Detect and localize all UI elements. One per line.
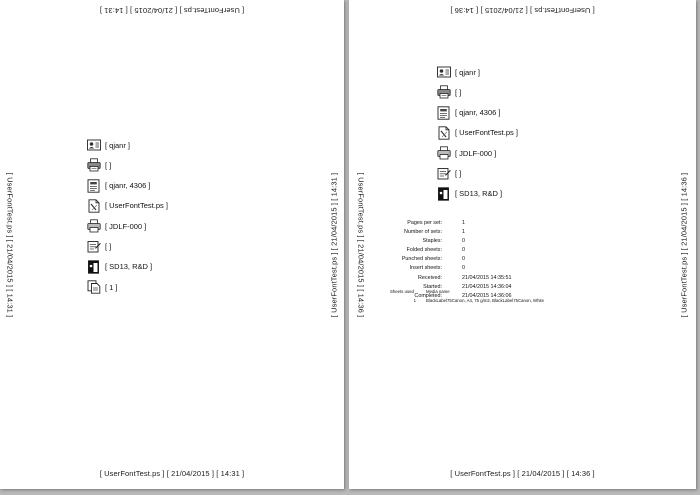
account-row bbox=[437, 106, 518, 120]
document-icon bbox=[87, 199, 101, 213]
copies-row bbox=[87, 280, 168, 294]
user-card-icon bbox=[87, 138, 101, 152]
summary-row bbox=[372, 274, 511, 283]
summary-row bbox=[372, 264, 511, 273]
document-label: [ UserFontTest.ps ] bbox=[105, 201, 168, 211]
page-1-left-banner: [ UserFontTest.ps ] [ 21/04/2015 ] [ 14:31 ] bbox=[5, 172, 15, 317]
page-2-job-info-list bbox=[437, 65, 518, 207]
summary-key: Completed: bbox=[414, 292, 442, 299]
user-card-icon bbox=[437, 65, 451, 79]
summary-value: 1 bbox=[462, 229, 465, 236]
page-1-footer-banner: [ UserFontTest.ps ] [ 21/04/2015 ] [ 14:31 ] bbox=[99, 469, 245, 478]
summary-value: 21/04/2015 14:36:06 bbox=[462, 292, 512, 299]
department-label: [ SD13, R&D ] bbox=[455, 189, 503, 199]
summary-row bbox=[372, 219, 511, 228]
summary-value: 0 bbox=[462, 238, 465, 245]
note-row bbox=[437, 166, 518, 180]
account-label: [ qjanr, 4306 ] bbox=[105, 181, 151, 191]
printer-label: [ ] bbox=[455, 87, 462, 97]
printer-label: [ ] bbox=[105, 160, 112, 170]
media-name-value: BlackLabel75Canon, A4, 75 g/m2, BlackLabel75Canon, White bbox=[426, 298, 545, 303]
summary-key: Staples: bbox=[422, 238, 442, 245]
summary-value: 21/04/2015 14:35:51 bbox=[462, 274, 512, 281]
job-owner-row bbox=[87, 138, 168, 152]
summary-value: 1 bbox=[462, 220, 465, 226]
note-icon bbox=[87, 239, 101, 253]
sheets-table-header bbox=[390, 289, 544, 294]
note-row bbox=[87, 239, 168, 253]
copies-icon bbox=[87, 280, 101, 294]
summary-key: Started: bbox=[423, 283, 442, 290]
sheets-used-table bbox=[390, 289, 544, 303]
summary-key: Pages per set: bbox=[407, 220, 442, 226]
summary-key: Received: bbox=[418, 274, 442, 281]
department-row bbox=[87, 260, 168, 274]
copies-label: [ 1 ] bbox=[105, 282, 118, 292]
destination-row bbox=[87, 219, 168, 233]
department-row bbox=[437, 187, 518, 201]
printer-icon bbox=[87, 219, 101, 233]
summary-key: Insert sheets: bbox=[409, 265, 442, 272]
page-2-header-banner: [ UserFontTest.ps ] [ 21/04/2015 ] [ 14:36 ] bbox=[450, 6, 595, 15]
note-label: [ ] bbox=[455, 168, 462, 178]
note-label: [ ] bbox=[105, 241, 112, 251]
account-label: [ qjanr, 4306 ] bbox=[455, 108, 501, 118]
summary-key: Punched sheets: bbox=[401, 256, 442, 263]
account-icon bbox=[437, 106, 451, 120]
department-icon bbox=[87, 260, 101, 274]
sheets-used-header: Sheets used bbox=[390, 289, 414, 294]
printer-row bbox=[437, 85, 518, 99]
account-row bbox=[87, 179, 168, 193]
document-icon bbox=[437, 126, 451, 140]
summary-row bbox=[372, 246, 511, 255]
account-icon bbox=[87, 179, 101, 193]
page-1-right-banner: [ UserFontTest.ps ] [ 21/04/2015 ] [ 14:31 ] bbox=[329, 172, 339, 317]
printer-icon bbox=[87, 158, 101, 172]
summary-value: 0 bbox=[462, 256, 465, 263]
department-icon bbox=[437, 187, 451, 201]
job-owner-label: [ qjanr ] bbox=[105, 140, 131, 150]
summary-row bbox=[372, 228, 511, 237]
summary-value: 0 bbox=[462, 247, 465, 254]
table-row bbox=[390, 298, 544, 303]
page-2 bbox=[349, 0, 696, 489]
page-1-job-info-list bbox=[87, 138, 168, 300]
document-row bbox=[87, 199, 168, 213]
summary-value: 0 bbox=[462, 265, 465, 272]
summary-key: Folded sheets: bbox=[406, 247, 442, 254]
page-1-header-banner: [ UserFontTest.ps ] [ 21/04/2015 ] [ 14:31 ] bbox=[99, 6, 245, 15]
destination-label: [ JDLF-000 ] bbox=[105, 221, 147, 231]
note-icon bbox=[437, 166, 451, 180]
sheets-used-value: 1 bbox=[413, 298, 416, 303]
summary-row bbox=[372, 255, 511, 264]
page-1 bbox=[0, 0, 344, 489]
printer-icon bbox=[437, 146, 451, 160]
job-owner-label: [ qjanr ] bbox=[455, 67, 481, 77]
printer-icon bbox=[437, 85, 451, 99]
document-label: [ UserFontTest.ps ] bbox=[455, 128, 518, 138]
printer-row bbox=[87, 158, 168, 172]
summary-key: Number of sets: bbox=[403, 229, 442, 236]
summary-value: 21/04/2015 14:36:04 bbox=[462, 283, 512, 290]
page-2-right-banner: [ UserFontTest.ps ] [ 21/04/2015 ] [ 14:36 ] bbox=[679, 172, 689, 317]
job-owner-row bbox=[437, 65, 518, 79]
department-label: [ SD13, R&D ] bbox=[105, 262, 153, 272]
destination-label: [ JDLF-000 ] bbox=[455, 148, 497, 158]
page-2-left-banner: [ UserFontTest.ps ] [ 21/04/2015 ] [ 14:36 ] bbox=[356, 172, 366, 317]
document-row bbox=[437, 126, 518, 140]
media-name-header: Media name bbox=[426, 289, 450, 294]
summary-row bbox=[372, 237, 511, 246]
page-2-footer-banner: [ UserFontTest.ps ] [ 21/04/2015 ] [ 14:36 ] bbox=[450, 469, 595, 478]
destination-row bbox=[437, 146, 518, 160]
